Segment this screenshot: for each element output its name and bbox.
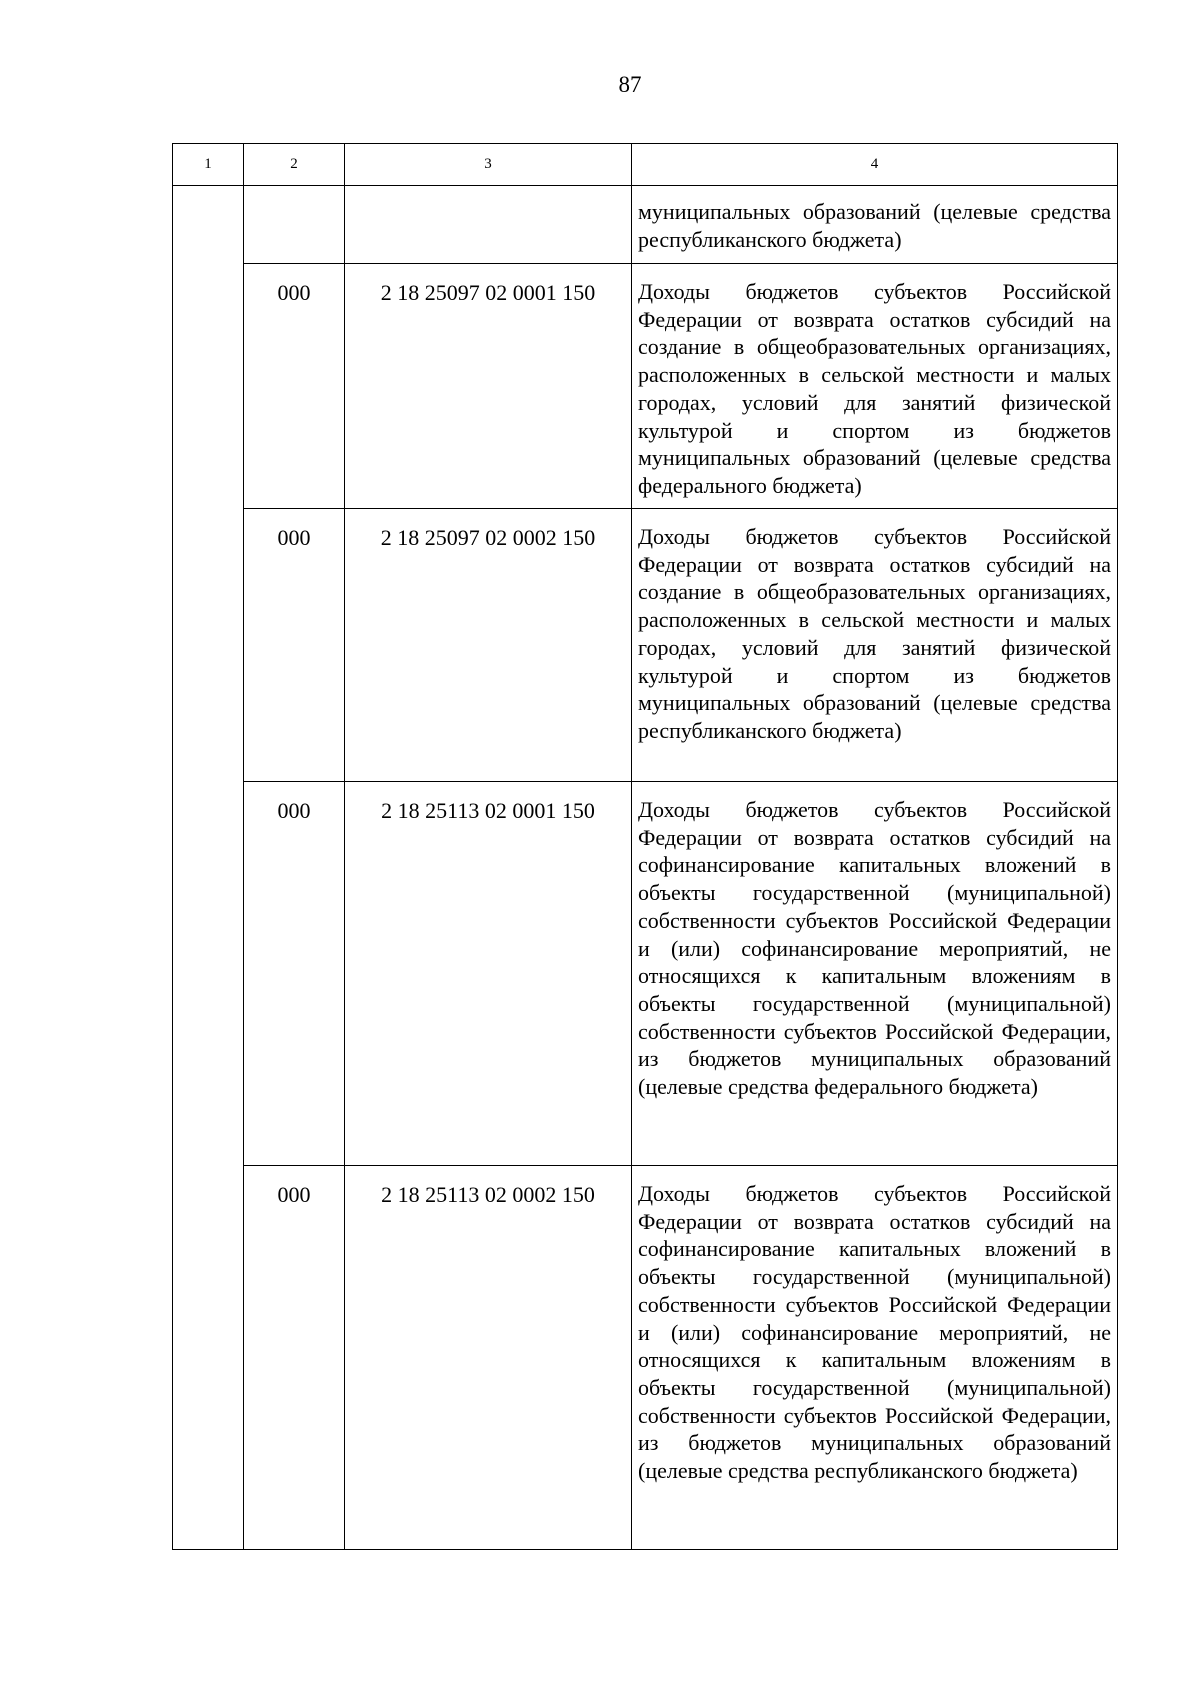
admin-code-cell: 000 <box>244 264 345 509</box>
column-header-3: 3 <box>345 144 632 186</box>
admin-code-cell: 000 <box>244 1166 345 1550</box>
description-text: Доходы бюджетов субъектов Российской Федерации от возврата остатков субсидий на софинансирование капитальных вложений в объекты государственной (муниципальной) собственности субъектов Российской Федерации и (или) софинансирование мероприятий, не относящихся к капитальным вложениям в объекты государственной (муниципальной) собственности субъектов Российской Федерации, из бюджетов муниципальных образований (целевые средства республиканского бюджета) <box>638 1181 1111 1484</box>
table-row <box>173 1166 1118 1550</box>
table-row-continuation <box>173 186 1118 264</box>
description-cell <box>632 509 1118 782</box>
budget-code-cell: 2 18 25113 02 0001 150 <box>345 782 632 1166</box>
table-row <box>173 509 1118 782</box>
description-cell <box>632 264 1118 509</box>
table-row <box>173 782 1118 1166</box>
column-header-4: 4 <box>632 144 1118 186</box>
column-header-2: 2 <box>244 144 345 186</box>
table-header-row <box>173 144 1118 186</box>
page-number: 87 <box>618 72 642 97</box>
group-cell <box>173 186 244 1550</box>
budget-code-cell: 2 18 25097 02 0002 150 <box>345 509 632 782</box>
budget-code-cell <box>345 186 632 264</box>
description-cell <box>632 186 1118 264</box>
description-text: муниципальных образований (целевые средства республиканского бюджета) <box>638 199 1111 252</box>
column-header-1: 1 <box>173 144 244 186</box>
description-text: Доходы бюджетов субъектов Российской Федерации от возврата остатков субсидий на создание в общеобразовательных организациях, расположенных в сельской местности и малых городах, условий для занятий физической культурой и спортом из бюджетов муниципальных образований (целевые средства республиканского бюджета) <box>638 524 1111 743</box>
description-cell <box>632 782 1118 1166</box>
description-text: Доходы бюджетов субъектов Российской Федерации от возврата остатков субсидий на софинансирование капитальных вложений в объекты государственной (муниципальной) собственности субъектов Российской Федерации и (или) софинансирование мероприятий, не относящихся к капитальным вложениям в объекты государственной (муниципальной) собственности субъектов Российской Федерации, из бюджетов муниципальных образований (целевые средства федерального бюджета) <box>638 797 1111 1100</box>
description-cell <box>632 1166 1118 1550</box>
admin-code-cell <box>244 186 345 264</box>
budget-code-cell: 2 18 25097 02 0001 150 <box>345 264 632 509</box>
budget-code-cell: 2 18 25113 02 0002 150 <box>345 1166 632 1550</box>
description-text: Доходы бюджетов субъектов Российской Федерации от возврата остатков субсидий на создание в общеобразовательных организациях, расположенных в сельской местности и малых городах, условий для занятий физической культурой и спортом из бюджетов муниципальных образований (целевые средства федерального бюджета) <box>638 279 1111 498</box>
admin-code-cell: 000 <box>244 782 345 1166</box>
table-row <box>173 264 1118 509</box>
budget-classification-table <box>172 143 1118 1550</box>
admin-code-cell: 000 <box>244 509 345 782</box>
